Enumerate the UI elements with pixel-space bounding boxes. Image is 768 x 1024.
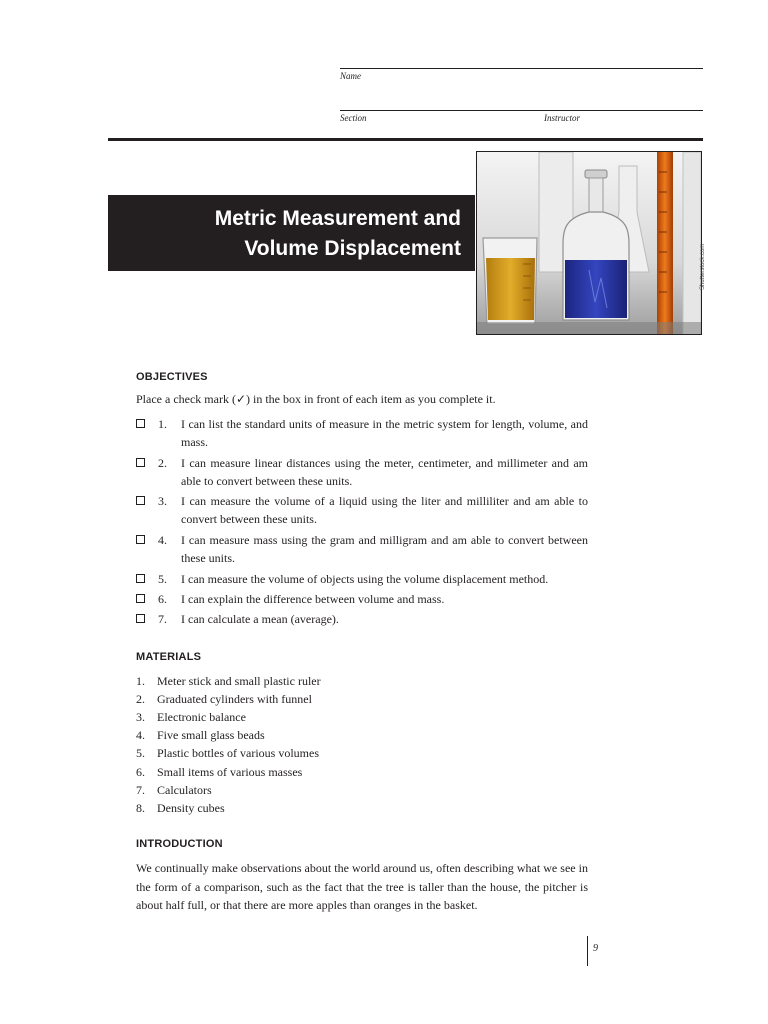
photo-credit: Shutterstock.com: [700, 243, 706, 290]
material-number: 6.: [136, 765, 145, 779]
header-rule: [108, 138, 703, 141]
chapter-title-line1: Metric Measurement and: [214, 207, 461, 230]
objective-number: 4.: [158, 533, 167, 547]
material-item-5: [136, 744, 536, 762]
introduction-paragraph: We continually make observations about the world around us, often describing what we see in the form of a comparison, such as the fact that the tree is taller than the house, the pitcher is about half full, or that there are more apples than oranges in the basket.: [136, 861, 588, 912]
material-text: Meter stick and small plastic ruler: [157, 674, 321, 688]
objective-item-2: [136, 454, 588, 490]
objective-text: I can explain the difference between volume and mass.: [181, 592, 445, 606]
objective-text: I can measure mass using the gram and milligram and am able to convert between these units.: [181, 533, 588, 565]
objective-checkbox-4[interactable]: [136, 535, 145, 544]
lab-glassware-photo: [476, 151, 702, 335]
objective-item-4: [136, 531, 588, 567]
objective-number: 3.: [158, 494, 167, 508]
page-number-rule: [587, 936, 588, 966]
material-item-1: [136, 672, 536, 690]
objective-item-5: [136, 570, 588, 588]
page-number: 9: [593, 943, 598, 954]
material-text: Electronic balance: [157, 710, 246, 724]
material-item-2: [136, 690, 536, 708]
material-item-4: [136, 726, 536, 744]
name-label: Name: [340, 71, 361, 81]
section-label: Section: [340, 113, 367, 123]
chapter-title: [108, 195, 475, 271]
material-text: Small items of various masses: [157, 765, 303, 779]
objective-number: 7.: [158, 612, 167, 626]
glassware-illustration: [477, 152, 702, 335]
material-item-3: [136, 708, 536, 726]
objective-number: 1.: [158, 417, 167, 431]
material-item-6: [136, 763, 536, 781]
objective-checkbox-1[interactable]: [136, 419, 145, 428]
objective-item-7: [136, 610, 588, 628]
objective-item-3: [136, 492, 588, 528]
objective-number: 2.: [158, 456, 167, 470]
materials-heading: MATERIALS: [136, 651, 202, 663]
material-text: Plastic bottles of various volumes: [157, 746, 319, 760]
objective-item-1: [136, 415, 588, 451]
objective-checkbox-7[interactable]: [136, 614, 145, 623]
objective-text: I can list the standard units of measure in the metric system for length, volume, and mass.: [181, 417, 588, 449]
material-number: 3.: [136, 710, 145, 724]
material-item-8: [136, 799, 536, 817]
objectives-instruction: Place a check mark (✓) in the box in front of each item as you complete it.: [136, 392, 496, 406]
material-text: Density cubes: [157, 801, 225, 815]
objective-checkbox-6[interactable]: [136, 594, 145, 603]
objective-text: I can calculate a mean (average).: [181, 612, 339, 626]
material-number: 7.: [136, 783, 145, 797]
objective-checkbox-3[interactable]: [136, 496, 145, 505]
material-number: 8.: [136, 801, 145, 815]
objective-number: 5.: [158, 572, 167, 586]
objective-checkbox-2[interactable]: [136, 458, 145, 467]
objective-item-6: [136, 590, 588, 608]
material-text: Five small glass beads: [157, 728, 265, 742]
objective-text: I can measure the volume of objects using the volume displacement method.: [181, 572, 549, 586]
chapter-title-line2: Volume Displacement: [244, 237, 461, 260]
objective-number: 6.: [158, 592, 167, 606]
material-number: 4.: [136, 728, 145, 742]
material-text: Graduated cylinders with funnel: [157, 692, 312, 706]
objective-checkbox-5[interactable]: [136, 574, 145, 583]
material-item-7: [136, 781, 536, 799]
material-number: 1.: [136, 674, 145, 688]
material-number: 2.: [136, 692, 145, 706]
objective-text: I can measure linear distances using the meter, centimeter, and millimeter and am able to convert between these units.: [181, 456, 588, 488]
material-text: Calculators: [157, 783, 212, 797]
material-number: 5.: [136, 746, 145, 760]
introduction-heading: INTRODUCTION: [136, 838, 223, 850]
section-field-line: [340, 110, 703, 111]
objectives-heading: OBJECTIVES: [136, 371, 208, 383]
instructor-label: Instructor: [544, 113, 580, 123]
name-field-line: [340, 68, 703, 69]
objective-text: I can measure the volume of a liquid using the liter and milliliter and am able to convert between these units.: [181, 494, 588, 526]
